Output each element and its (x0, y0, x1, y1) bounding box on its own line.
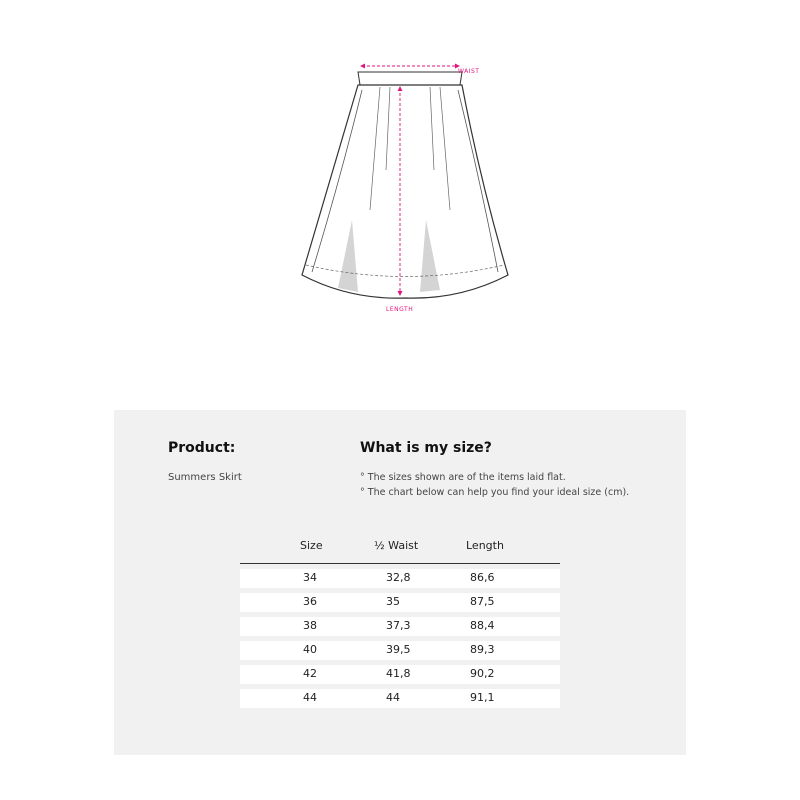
table-row (240, 593, 560, 612)
column-header-waist: ½ Waist (374, 539, 419, 552)
cell-waist: 39,5 (386, 643, 411, 656)
table-row (240, 569, 560, 588)
table-row (240, 689, 560, 708)
cell-waist: 41,8 (386, 667, 411, 680)
size-heading: What is my size? (360, 440, 492, 456)
cell-size: 44 (303, 691, 317, 704)
cell-length: 89,3 (470, 643, 495, 656)
cell-size: 42 (303, 667, 317, 680)
cell-length: 90,2 (470, 667, 495, 680)
table-row (240, 617, 560, 636)
column-header-length: Length (466, 539, 504, 552)
table-row (240, 665, 560, 684)
length-label: LENGTH (386, 306, 414, 313)
cell-waist: 44 (386, 691, 400, 704)
product-name: Summers Skirt (168, 472, 242, 483)
cell-length: 86,6 (470, 571, 495, 584)
cell-waist: 32,8 (386, 571, 411, 584)
cell-waist: 35 (386, 595, 400, 608)
skirt-drawing (290, 60, 520, 320)
cell-waist: 37,3 (386, 619, 411, 632)
cell-length: 87,5 (470, 595, 495, 608)
size-table (240, 537, 560, 708)
column-header-size: Size (300, 539, 323, 552)
waist-label: WAIST (458, 68, 480, 75)
table-header (240, 537, 560, 564)
cell-size: 40 (303, 643, 317, 656)
cell-size: 34 (303, 571, 317, 584)
size-note: ° The sizes shown are of the items laid flat. (360, 472, 566, 483)
cell-length: 88,4 (470, 619, 495, 632)
skirt-illustration (290, 60, 520, 320)
cell-size: 38 (303, 619, 317, 632)
cell-length: 91,1 (470, 691, 495, 704)
cell-size: 36 (303, 595, 317, 608)
table-row (240, 641, 560, 660)
size-note: ° The chart below can help you find your ideal size (cm). (360, 487, 630, 498)
table-body (240, 564, 560, 708)
size-guide-panel (114, 410, 686, 755)
product-heading: Product: (168, 440, 236, 456)
